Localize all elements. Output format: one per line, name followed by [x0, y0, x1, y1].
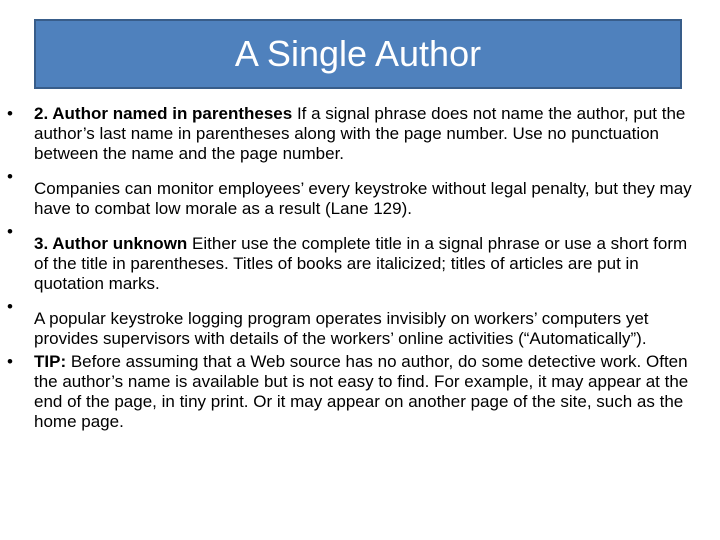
bullet-body — [34, 167, 697, 219]
bullet-dot-icon: • — [7, 352, 13, 371]
bullet-list — [7, 104, 697, 432]
bullet-item — [7, 104, 697, 164]
bullet-lead: TIP: — [34, 352, 67, 371]
bullet-dot-icon: • — [7, 222, 13, 241]
bullet-body — [34, 222, 697, 294]
bullet-lead: 3. Author unknown — [34, 234, 188, 253]
bullet-text: Companies can monitor employees’ every keystroke without legal penalty, but they may have to combat low morale as a result (Lane 129). — [34, 179, 692, 218]
bullet-lead: 2. Author named in parentheses — [34, 104, 293, 123]
bullet-item — [7, 297, 697, 349]
bullet-item — [7, 222, 697, 294]
bullet-body — [34, 352, 697, 432]
bullet-text: A popular keystroke logging program operates invisibly on workers’ computers yet provides supervisors with details of the workers’ online activities (“Automatically”). — [34, 309, 649, 348]
bullet-text: If a signal phrase does not name the author, put the author’s last name in parentheses along with the page number. Use no punctuation between the name and the page number. — [34, 104, 686, 163]
bullet-text: Either use the complete title in a signal phrase or use a short form of the title in parentheses. Titles of books are italicized; titles of articles are put in quotation marks. — [34, 234, 688, 293]
title-banner — [34, 19, 682, 89]
bullet-item — [7, 167, 697, 219]
bullet-dot-icon: • — [7, 167, 13, 186]
bullet-dot-icon: • — [7, 104, 13, 123]
bullet-body — [34, 104, 697, 164]
bullet-body — [34, 297, 697, 349]
bullet-text: Before assuming that a Web source has no author, do some detective work. Often the author’s name is available but is not easy to find. For example, it may appear at the end of the page, in tiny print. Or it may appear on another page of the site, such as the home page. — [34, 352, 689, 431]
bullet-item — [7, 352, 697, 432]
bullet-dot-icon: • — [7, 297, 13, 316]
slide-title: A Single Author — [234, 33, 482, 74]
